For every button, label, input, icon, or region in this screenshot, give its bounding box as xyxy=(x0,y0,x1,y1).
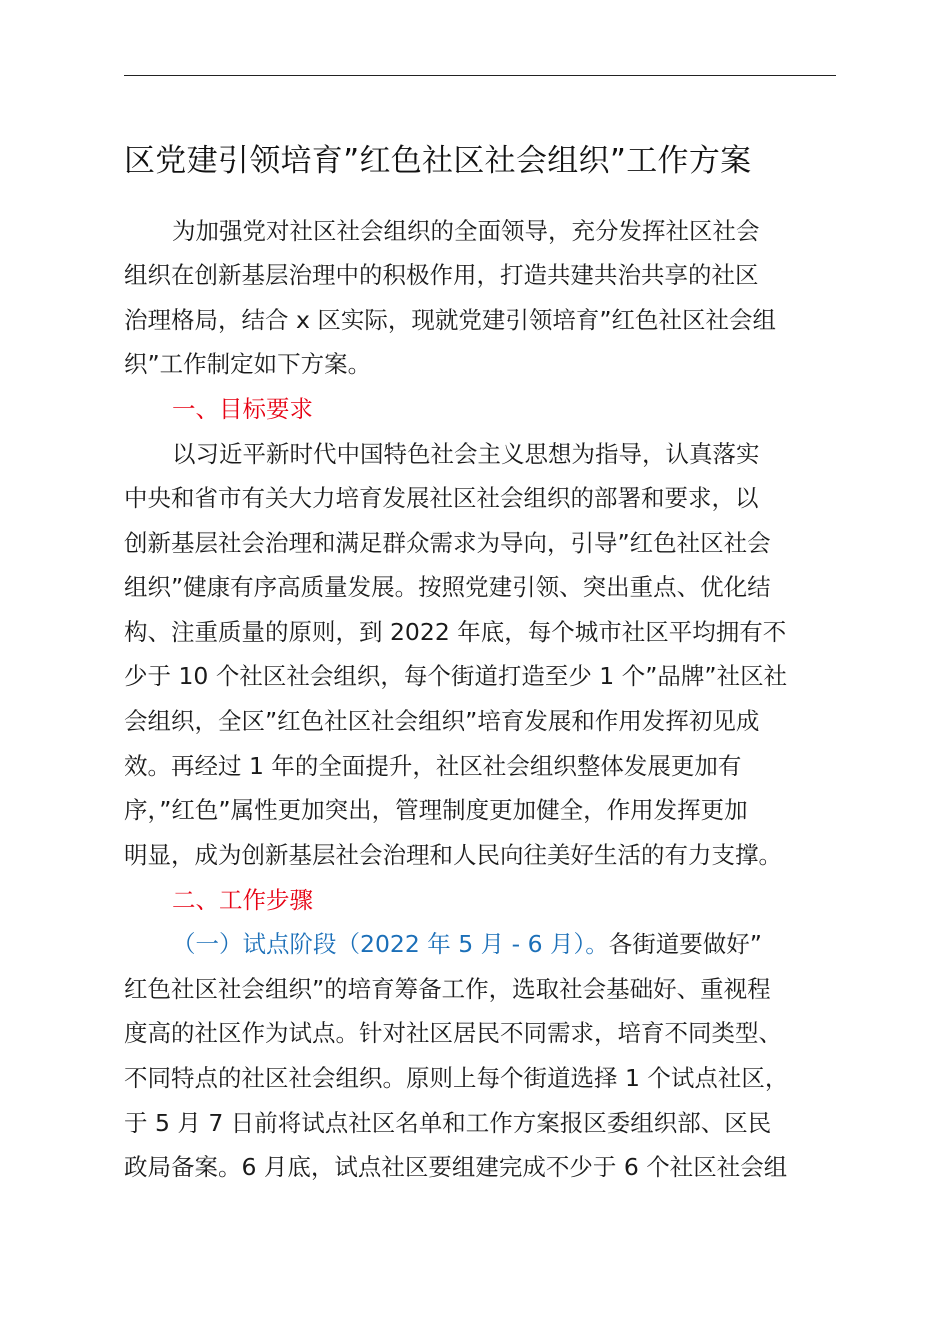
subsection-heading-pilot: （一）试点阶段（2022 年 5 月 - 6 月）。 xyxy=(172,930,609,958)
section2-line: 度高的社区作为试点。针对社区居民不同需求，培育不同类型、 xyxy=(124,1019,782,1047)
section1-line: 序，”红色”属性更加突出，管理制度更加健全，作用发挥更加 xyxy=(124,796,748,824)
section1-line: 以习近平新时代中国特色社会主义思想为指导，认真落实 xyxy=(172,440,760,468)
section2-line: 政局备案。6 月底，试点社区要组建完成不少于 6 个社区社会组 xyxy=(124,1153,788,1181)
section1-line: 会组织，全区”红色社区社会组织”培育发展和作用发挥初见成 xyxy=(124,707,760,735)
section2-line: 红色社区社会组织”的培育筹备工作，选取社会基础好、重视程 xyxy=(124,975,771,1003)
intro-line: 组织在创新基层治理中的积极作用，打造共建共治共享的社区 xyxy=(124,261,759,289)
section1-line: 构、注重质量的原则，到 2022 年底，每个城市社区平均拥有不 xyxy=(124,618,787,646)
subsection-first-line-rest: 各街道要做好” xyxy=(608,930,762,958)
section2-line: 不同特点的社区社会组织。原则上每个街道选择 1 个试点社区， xyxy=(124,1064,789,1092)
intro-line: 治理格局，结合 x 区实际，现就党建引领培育”红色社区社会组 xyxy=(124,306,777,334)
section-heading-goals: 一、目标要求 xyxy=(172,395,313,423)
section-heading-steps: 二、工作步骤 xyxy=(172,886,313,914)
intro-line: 织”工作制定如下方案。 xyxy=(124,350,372,378)
section1-line: 效。再经过 1 年的全面提升，社区社会组织整体发展更加有 xyxy=(124,752,742,780)
section1-line: 中央和省市有关大力培育发展社区社会组织的部署和要求，以 xyxy=(124,484,759,512)
section1-line: 明显，成为创新基层社会治理和人民向往美好生活的有力支撑。 xyxy=(124,841,782,869)
section1-line: 少于 10 个社区社会组织，每个街道打造至少 1 个”品牌”社区社 xyxy=(124,662,788,690)
section1-line: 组织”健康有序高质量发展。按照党建引领、突出重点、优化结 xyxy=(124,573,771,601)
top-rule xyxy=(124,75,836,76)
intro-line: 为加强党对社区社会组织的全面领导，充分发挥社区社会 xyxy=(172,217,760,245)
section1-line: 创新基层社会治理和满足群众需求为导向，引导”红色社区社会 xyxy=(124,529,771,557)
section2-line: 于 5 月 7 日前将试点社区名单和工作方案报区委组织部、区民 xyxy=(124,1109,772,1137)
subsection-first-line xyxy=(172,927,762,961)
document-title: 区党建引领培育”红色社区社会组织”工作方案 xyxy=(124,143,752,179)
